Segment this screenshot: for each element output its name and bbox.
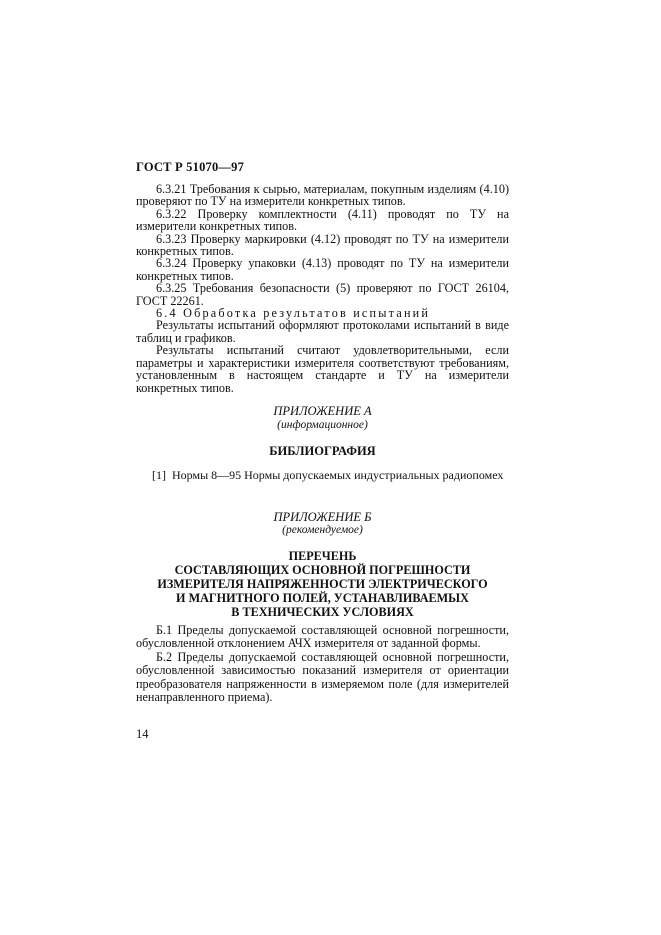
- appendix-b-item-2: Б.2 Пределы допускаемой составляющей основной погрешности, обусловленной зависимостью показаний измерителя от ориентации преобразователя напряженности в измеряемом поле (для измерителей ненаправленного приема).: [136, 649, 509, 705]
- appendix-b-title-line: И МАГНИТНОГО ПОЛЕЙ, УСТАНАВЛИВАЕМЫХ: [176, 591, 469, 605]
- appendix-b-title-line: ИЗМЕРИТЕЛЯ НАПРЯЖЕННОСТИ ЭЛЕКТРИЧЕСКОГО: [157, 577, 488, 591]
- appendix-b-items: [136, 624, 509, 704]
- appendix-b-title-line: В ТЕХНИЧЕСКИХ УСЛОВИЯХ: [231, 605, 414, 619]
- appendix-b-title-line: СОСТАВЛЯЮЩИХ ОСНОВНОЙ ПОГРЕШНОСТИ: [174, 563, 471, 577]
- appendix-b-title-line: ПЕРЕЧЕНЬ: [288, 549, 357, 563]
- appendix-a-label: ПРИЛОЖЕНИЕ А: [273, 404, 372, 418]
- appendix-a-title: БИБЛИОГРАФИЯ: [269, 444, 376, 458]
- clause-6-3-25: 6.3.25 Требования безопасности (5) проверяют по ГОСТ 26104, ГОСТ 22261.: [136, 281, 509, 308]
- section-6-block: [136, 183, 509, 394]
- appendix-b-label: ПРИЛОЖЕНИЕ Б: [273, 510, 372, 524]
- results-paragraph-2: Результаты испытаний считают удовлетворительными, если параметры и характеристики измерителя соответствуют требованиям, установленным в настоящем стандарте и ТУ на измерители конкретных типов.: [136, 343, 509, 395]
- clause-6-3-23: 6.3.23 Проверку маркировки (4.12) проводят по ТУ на измерители конкретных типов.: [136, 231, 509, 259]
- bibliography-item-number: [1]: [152, 468, 166, 482]
- appendix-a-kind: (информационное): [277, 419, 368, 431]
- results-paragraph-1: Результаты испытаний оформляют протоколами испытаний в виде таблиц и графиков.: [136, 318, 509, 345]
- subheading-6-4: 6.4 Обработка результатов испытаний: [156, 306, 431, 321]
- appendix-b-item-1: Б.1 Пределы допускаемой составляющей основной погрешности, обусловленной отклонением АЧХ измерителя от заданной формы.: [136, 623, 509, 651]
- clause-6-3-21: 6.3.21 Требования к сырью, материалам, покупным изделиям (4.10) проверяют по ТУ на измерители конкретных типов.: [136, 182, 509, 209]
- appendix-b-title: [136, 549, 509, 619]
- bibliography-item: [152, 468, 503, 483]
- clause-6-3-24: 6.3.24 Проверку упаковки (4.13) проводят по ТУ на измерители конкретных типов.: [136, 256, 509, 283]
- bibliography-item-text: Нормы 8—95 Нормы допускаемых индустриальных радиопомех: [172, 468, 504, 482]
- appendix-b-kind: (рекомендуемое): [282, 524, 363, 536]
- page-number: 14: [136, 727, 149, 741]
- clause-6-3-22: 6.3.22 Проверку комплектности (4.11) проводят по ТУ на измерители конкретных типов.: [136, 206, 509, 234]
- document-code-header: ГОСТ Р 51070—97: [136, 160, 245, 174]
